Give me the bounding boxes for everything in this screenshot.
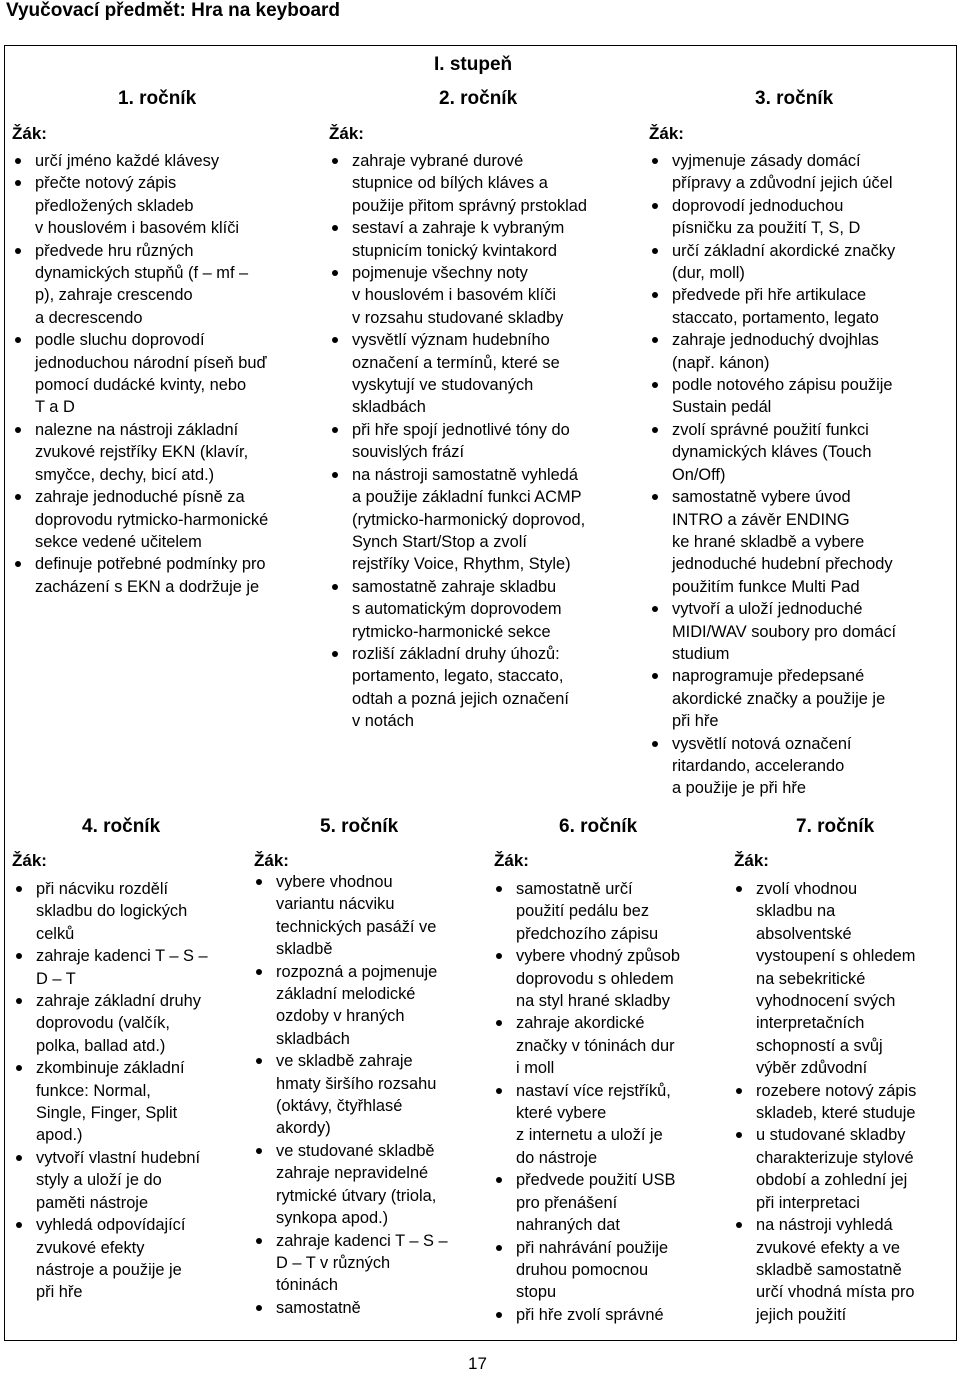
- list-item: rozebere notový zápis skladeb, které studuje: [734, 1080, 956, 1125]
- list-item: vysvětlí notová označení ritardando, accelerando a použije je při hře: [650, 733, 950, 800]
- grade-7-header: 7. ročník: [796, 816, 875, 837]
- grade-2-pupil-label: Žák:: [329, 124, 364, 143]
- list-item: předvede při hře artikulace staccato, portamento, legato: [650, 284, 950, 329]
- list-item: naprogramuje předepsané akordické značky a použije je při hře: [650, 665, 950, 732]
- grade-3-header: 3. ročník: [755, 88, 834, 109]
- grade-6-pupil-label: Žák:: [494, 851, 529, 870]
- list-item: doprovodí jednoduchou písničku za použití T, S, D: [650, 195, 950, 240]
- grade-7-pupil-label: Žák:: [734, 851, 769, 870]
- grade-7-outcomes: [734, 878, 956, 1326]
- list-item: na nástroji vyhledá zvukové efekty a ve skladbě samostatně určí vhodná místa pro jejich použití: [734, 1214, 956, 1326]
- grade-2-header: 2. ročník: [439, 88, 518, 109]
- list-item: přečte notový zápis předložených skladeb v houslovém i basovém klíči: [13, 172, 313, 239]
- list-item: sestaví a zahraje k vybraným stupnicím tonický kvintakord: [330, 217, 640, 262]
- list-item: předvede hru různých dynamických stupňů (f – mf – p), zahraje crescendo a decrescendo: [13, 240, 313, 330]
- grade-1-pupil-label: Žák:: [12, 124, 47, 143]
- list-item: vyjmenuje zásady domácí přípravy a zdůvodní jejich účel: [650, 150, 950, 195]
- list-item: zahraje kadenci T – S – D – T v různých tóninách: [254, 1230, 482, 1297]
- page-number: 17: [468, 1354, 487, 1373]
- list-item: zahraje jednoduché písně za doprovodu rytmicko-harmonické sekce vedené učitelem: [13, 486, 313, 553]
- list-item: vytvoří a uloží jednoduché MIDI/WAV soubory pro domácí studium: [650, 598, 950, 665]
- list-item: vybere vhodný způsob doprovodu s ohledem na styl hrané skladby: [494, 945, 722, 1012]
- list-item: podle notového zápisu použije Sustain pedál: [650, 374, 950, 419]
- grade-3-pupil-label: Žák:: [649, 124, 684, 143]
- grade-6-header: 6. ročník: [559, 816, 638, 837]
- grade-5-outcomes: [254, 871, 482, 1319]
- list-item: podle sluchu doprovodí jednoduchou národní píseň buď pomocí dudácké kvinty, nebo T a D: [13, 329, 313, 419]
- list-item: ve skladbě zahraje hmaty širšího rozsahu (oktávy, čtyřhlasé akordy): [254, 1050, 482, 1140]
- page-title: Vyučovací předmět: Hra na keyboard: [6, 0, 341, 21]
- list-item: vytvoří vlastní hudební styly a uloží je do paměti nástroje: [14, 1147, 242, 1214]
- list-item: definuje potřebné podmínky pro zacházení s EKN a dodržuje je: [13, 553, 313, 598]
- list-item: nastaví více rejstříků, které vybere z internetu a uloží je do nástroje: [494, 1080, 722, 1170]
- grade-2-outcomes: [330, 150, 640, 733]
- grade-5-header: 5. ročník: [320, 816, 399, 837]
- list-item: vysvětlí význam hudebního označení a termínů, které se vyskytují ve studovaných skladbách: [330, 329, 640, 419]
- list-item: u studované skladby charakterizuje stylové období a zohlední jej při interpretaci: [734, 1124, 956, 1214]
- grade-5-pupil-label: Žák:: [254, 851, 289, 870]
- grade-4-header: 4. ročník: [82, 816, 161, 837]
- list-item: rozliší základní druhy úhozů: portamento, legato, staccato, odtah a pozná jejich označení v notách: [330, 643, 640, 733]
- grade-6-outcomes: [494, 878, 722, 1326]
- list-item: vyhledá odpovídající zvukové efekty nástroje a použije je při hře: [14, 1214, 242, 1304]
- list-item: nalezne na nástroji základní zvukové rejstříky EKN (klavír, smyčce, dechy, bicí atd.): [13, 419, 313, 486]
- list-item: zahraje vybrané durové stupnice od bílých kláves a použije přitom správný prstoklad: [330, 150, 640, 217]
- list-item: zvolí správné použití funkci dynamických kláves (Touch On/Off): [650, 419, 950, 486]
- list-item: pojmenuje všechny noty v houslovém i basovém klíči v rozsahu studované skladby: [330, 262, 640, 329]
- list-item: samostatně: [254, 1297, 482, 1319]
- list-item: samostatně vybere úvod INTRO a závěr ENDING ke hrané skladbě a vybere jednoduché hudební přechody použitím funkce Multi Pad: [650, 486, 950, 598]
- list-item: zahraje akordické značky v tóninách dur i moll: [494, 1012, 722, 1079]
- list-item: vybere vhodnou variantu nácviku technických pasáží ve skladbě: [254, 871, 482, 961]
- list-item: předvede použití USB pro přenášení nahraných dat: [494, 1169, 722, 1236]
- grade-3-outcomes: [650, 150, 950, 800]
- list-item: určí základní akordické značky (dur, moll): [650, 240, 950, 285]
- list-item: ve studované skladbě zahraje nepravidelné rytmické útvary (triola, synkopa apod.): [254, 1140, 482, 1230]
- list-item: zvolí vhodnou skladbu na absolventské vystoupení s ohledem na sebekritické vyhodnocení svých interpretačních schopností a svůj výběr zdůvodní: [734, 878, 956, 1080]
- grade-4-outcomes: [14, 878, 242, 1304]
- stage-header: I. stupeň: [434, 54, 513, 75]
- list-item: při hře zvolí správné: [494, 1304, 722, 1326]
- list-item: samostatně zahraje skladbu s automatickým doprovodem rytmicko-harmonické sekce: [330, 576, 640, 643]
- list-item: rozpozná a pojmenuje základní melodické ozdoby v hraných skladbách: [254, 961, 482, 1051]
- list-item: zahraje kadenci T – S – D – T: [14, 945, 242, 990]
- list-item: zkombinuje základní funkce: Normal, Single, Finger, Split apod.): [14, 1057, 242, 1147]
- list-item: při nahrávání použije druhou pomocnou stopu: [494, 1237, 722, 1304]
- list-item: při nácviku rozdělí skladbu do logických celků: [14, 878, 242, 945]
- grade-1-outcomes: [13, 150, 313, 598]
- list-item: zahraje jednoduchý dvojhlas (např. kánon): [650, 329, 950, 374]
- list-item: při hře spojí jednotlivé tóny do souvislých frází: [330, 419, 640, 464]
- grade-1-header: 1. ročník: [118, 88, 197, 109]
- list-item: zahraje základní druhy doprovodu (valčík, polka, ballad atd.): [14, 990, 242, 1057]
- list-item: určí jméno každé klávesy: [13, 150, 313, 172]
- list-item: na nástroji samostatně vyhledá a použije základní funkci ACMP (rytmicko-harmonický doprovod, Synch Start/Stop a zvolí rejstříky Voice, Rhythm, Style): [330, 464, 640, 576]
- grade-4-pupil-label: Žák:: [12, 851, 47, 870]
- list-item: samostatně určí použití pedálu bez předchozího zápisu: [494, 878, 722, 945]
